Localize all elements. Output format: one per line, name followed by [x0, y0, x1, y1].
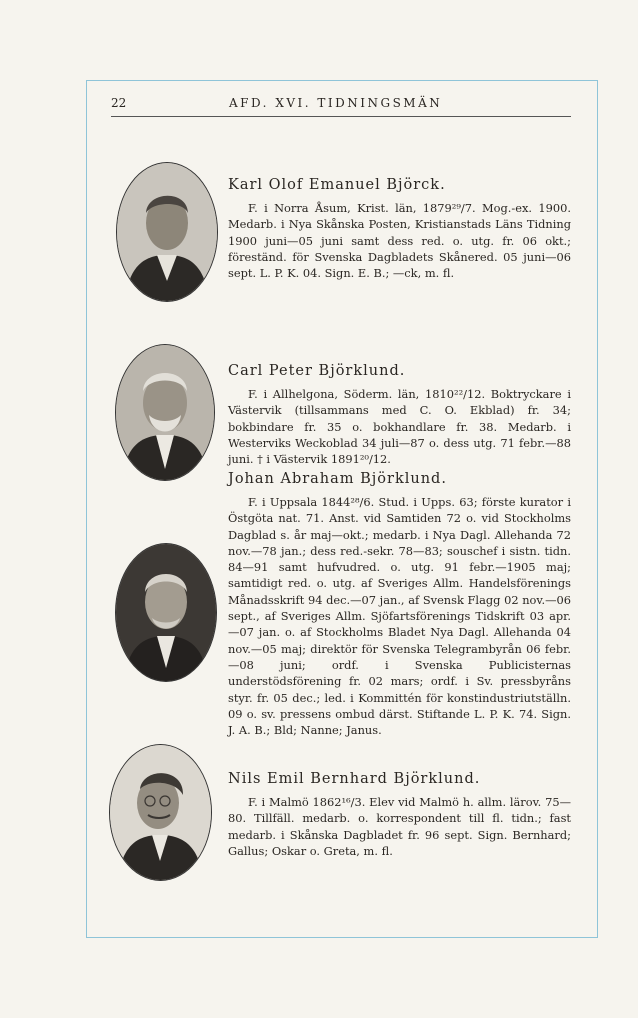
entry-bjorck	[228, 176, 571, 281]
portrait-nils-emil-icon	[109, 744, 212, 881]
entry-name: Johan Abraham Björklund.	[228, 471, 447, 487]
entry-biography: F. i Malmö 1862¹⁶/3. Elev vid Malmö h. allm. lärov. 75—80. Tillfäll. medarb. o. korrespondent till fl. tidn.; fast medarb. i Skånska Dagbladet fr. 96 sept. Sign. Bernhard; Gallus; Oskar o. Greta, m. fl.	[228, 795, 571, 858]
entry-nils-emil	[228, 770, 571, 859]
portrait-johan-abraham-icon	[115, 543, 217, 682]
entry-name: Karl Olof Emanuel Björck.	[228, 177, 446, 193]
entry-biography: F. i Norra Åsum, Krist. län, 1879²⁹/7. Mog.-ex. 1900. Medarb. i Nya Skånska Posten, Kristianstads Läns Tidning 1900 juni—05 juni samt dess red. o. utg. fr. 06 okt.; föreständ. för Svenska Dagbladets Skånered. 05 juni—06 sept. L. P. K. 04. Sign. E. B.; —ck, m. fl.	[228, 201, 571, 281]
header-rule	[111, 116, 571, 117]
entry-biography: F. i Allhelgona, Söderm. län, 1810²²/12. Boktryckare i Västervik (tillsammans med C. O. Ekblad) fr. 34; bokbindare fr. 35 o. bokhandlare fr. 38. Medarb. i Westerviks Weckoblad 34 juli—87 o. dess utg. 71 febr.—88 juni. † i Västervik 1891²⁰/12.	[228, 387, 571, 467]
page-header	[111, 96, 571, 116]
entry-name: Carl Peter Björklund.	[228, 363, 406, 379]
entry-biography: F. i Uppsala 1844²⁸/6. Stud. i Upps. 63; förste kurator i Östgöta nat. 71. Anst. vid Samtiden 72 o. vid Stockholms Dagblad s. år maj—okt.; medarb. i Nya Dagl. Allehanda 72 nov.—78 jan.; dess red.-sekr. 78—83; souschef i sistn. tidn. 84—91 samt hufvudred. o. utg. 91 febr.—1905 maj; samtidigt red. o. utg. af Sveriges Allm. Handelsförenings Månadsskrift 94 dec.—07 jan., af Svensk Flagg 02 nov.—06 sept., af Sveriges Allm. Sjöfartsförenings Tidskrift 03 apr.—07 jan. o. af Stockholms Bladet Nya Dagl. Allehanda 04 nov.—05 maj; direktör för Svenska Telegrambyrån 06 febr.—08 juni; ordf. i Svenska Publicisternas understödsförening fr. 02 mars; ordf. i Sv. pressbyråns styr. fr. 05 dec.; led. i Kommittén för konstindustriutställn. 09 o. sv. pressens ombud därst. Stiftande L. P. K. 74. Sign. J. A. B.; Bld; Nanne; Janus.	[228, 495, 571, 738]
portrait-bjorck-icon	[116, 162, 218, 302]
entry-name: Nils Emil Bernhard Björklund.	[228, 771, 481, 787]
entry-carl-peter	[228, 362, 571, 467]
portrait-carl-peter-icon	[115, 344, 215, 481]
page-number: 22	[111, 96, 127, 110]
running-title: AFD. XVI. TIDNINGSMÄN	[229, 96, 443, 110]
entry-johan-abraham	[228, 470, 571, 738]
